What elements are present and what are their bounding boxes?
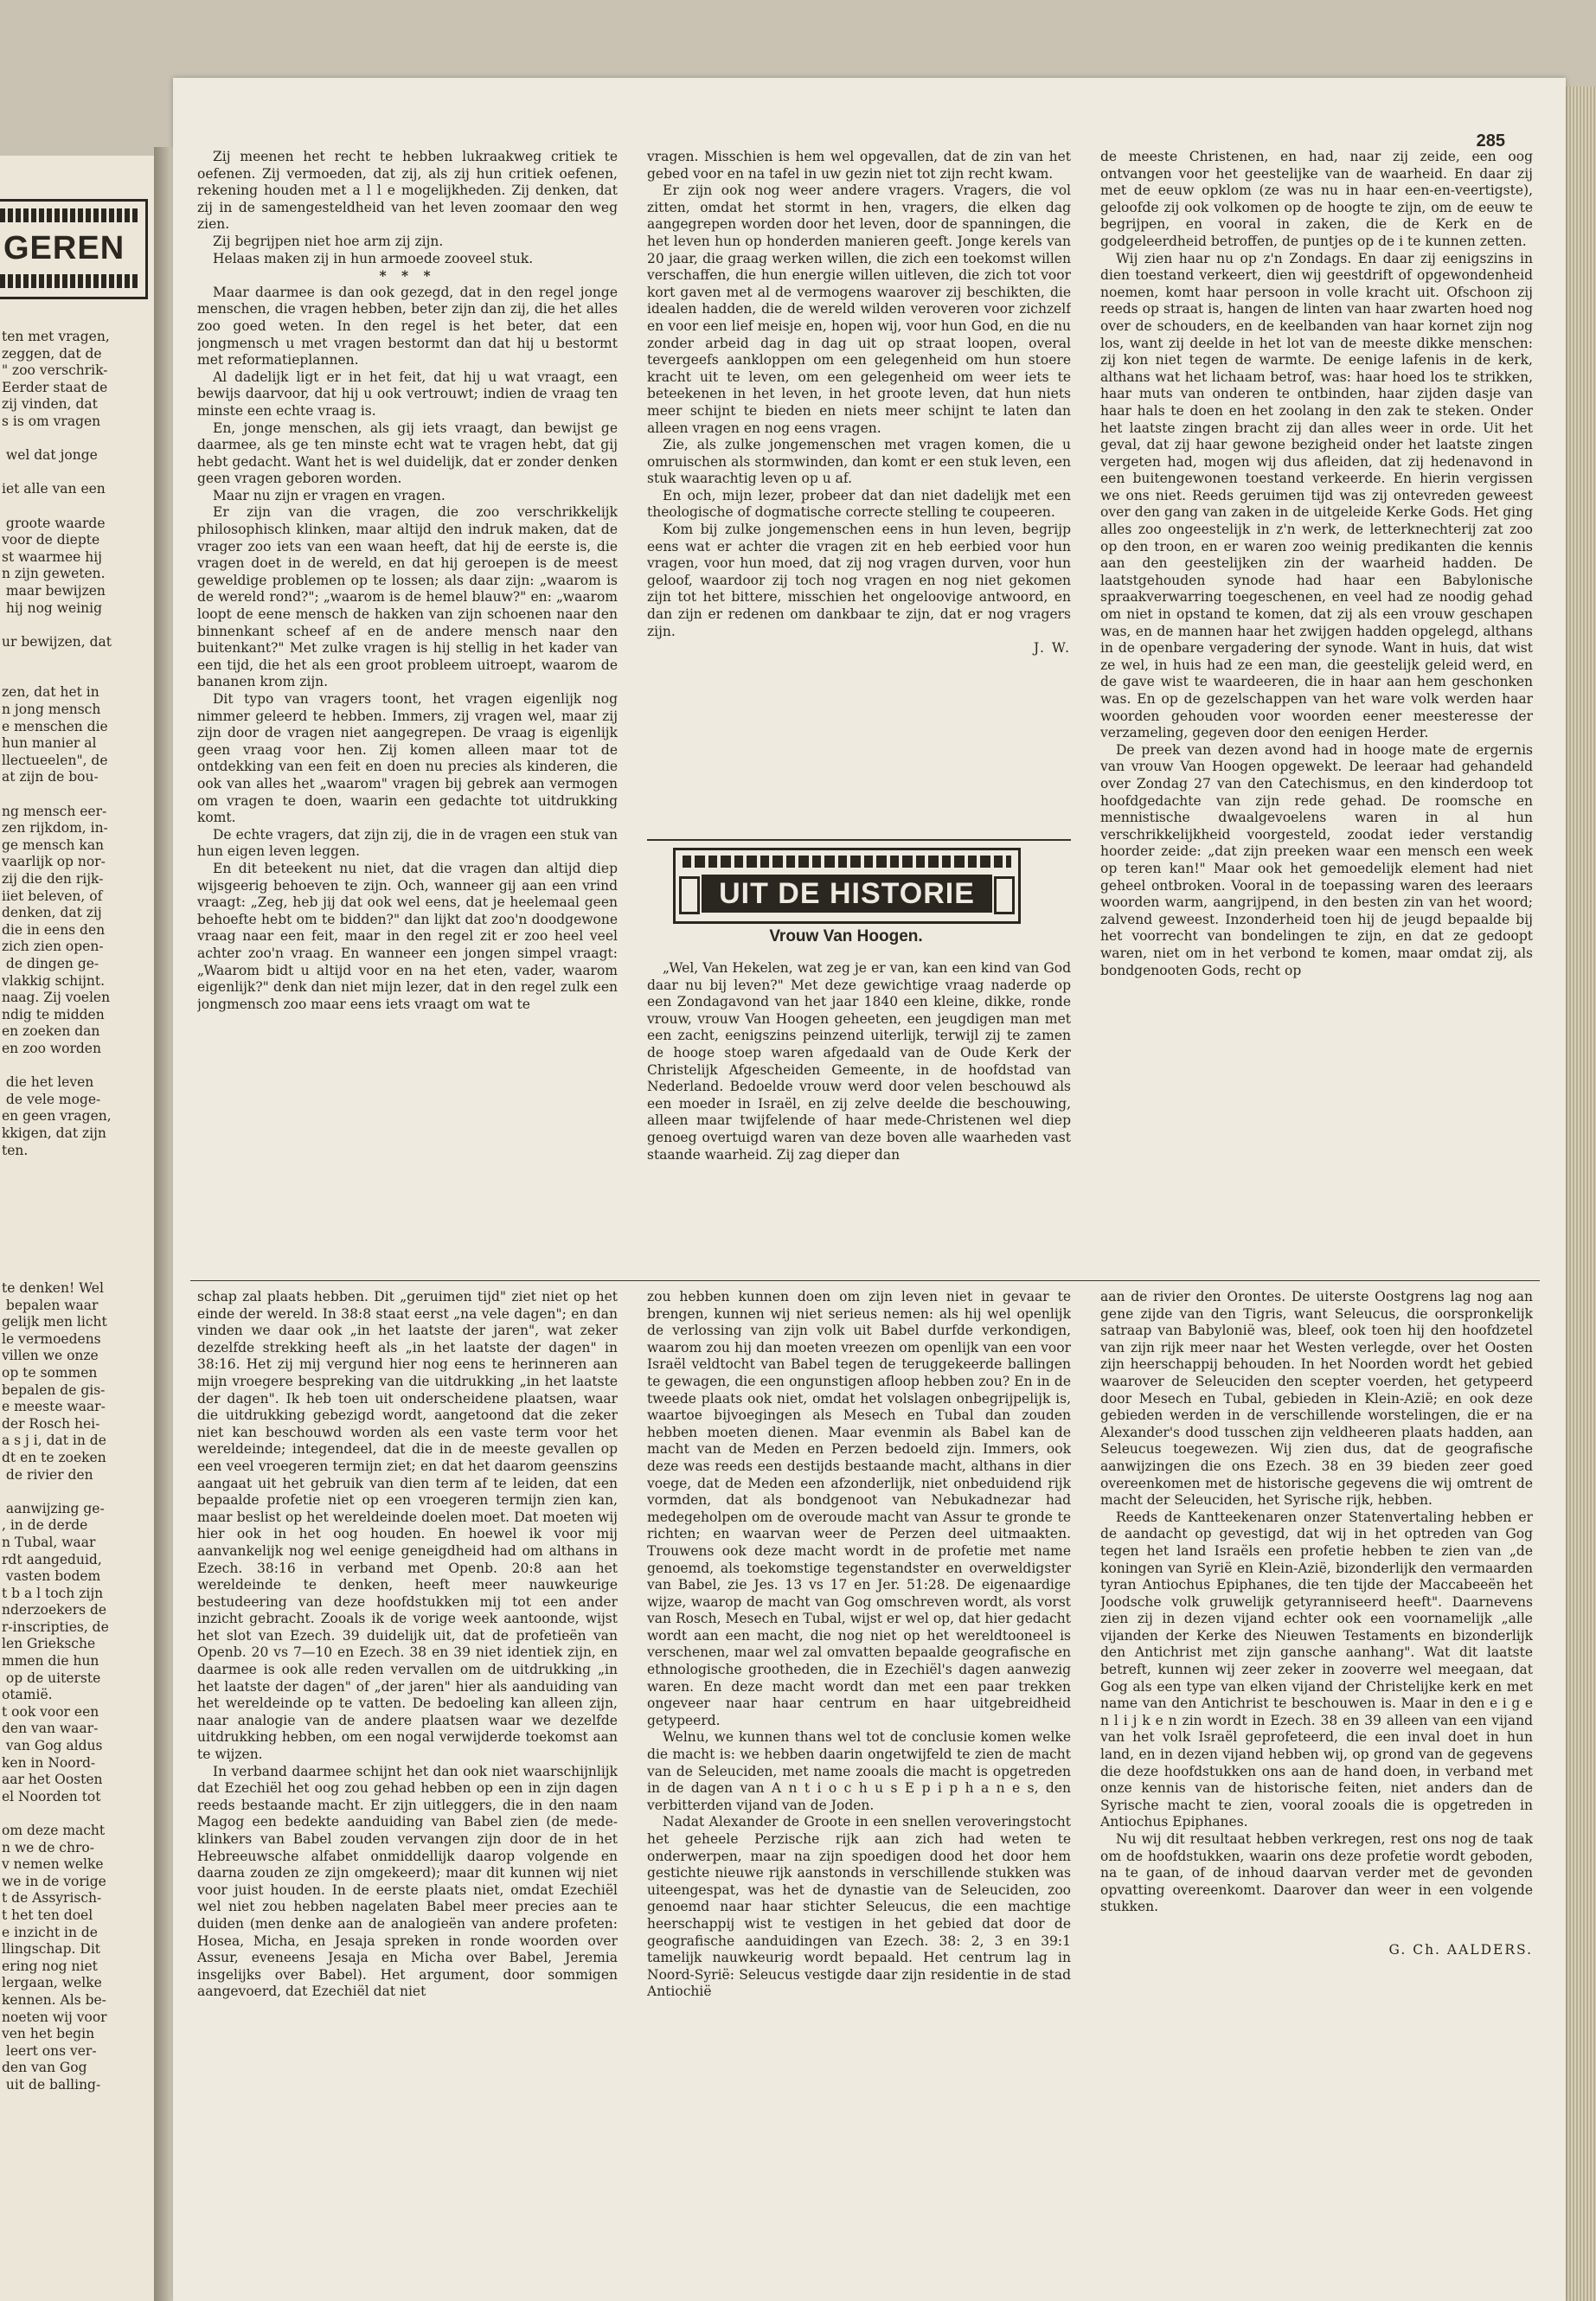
banner-decoration xyxy=(683,856,1011,868)
banner-title: UIT DE HISTORIE xyxy=(702,875,992,913)
section-banner xyxy=(673,848,1019,952)
paragraph: Maar daarmee is dan ook gezegd, dat in den regel jonge menschen, die vragen hebben, beter zijn dan zij, die het alles zoo goed weten. In den regel is het beter, dat een jongmensch u met vragen bestormt dan dat hij u bestormt met reformatieplannen. xyxy=(197,284,618,369)
header-decoration xyxy=(0,274,138,288)
paragraph: Nu wij dit resultaat hebben verkregen, rest ons nog de taak om de hoofdstukken, waarin ons deze profetie wordt geboden, na te gaan, of de inhoud daarvan verder met de gevonden opvatting overeenkomt. Daarover dan weer in een volgende stukken. xyxy=(1100,1831,1533,1915)
left-page-header-word: GEREN xyxy=(3,230,125,266)
paragraph: En, jonge menschen, als gij iets vraagt, dan bewijst ge daarmee, als ge ten minste echt wat te vragen hebt, dat gij hebt gedacht. Want het is wel duidelijk, dat er zonder denken geen vragen geboren worden. xyxy=(197,420,618,487)
paragraph: Zij meenen het recht te hebben lukraakweg critiek te oefenen. Zij vermoeden, dat zij, als zij hun critiek oefenen, rekening houden met a l l e mogelijkheden. Zij denken, dat zij in de samengesteldheid van het leven zoomaar den weg zien. xyxy=(197,149,618,233)
paragraph: En och, mijn lezer, probeer dat dan niet dadelijk met een theologische of dogmatische correcte stelling te coupeeren. xyxy=(647,487,1071,521)
paragraph: Nadat Alexander de Groote in een snellen veroveringstocht het geheele Perzische rijk aan zich had weten te onderwerpen, maar na zijn spoedigen dood het door hem gestichte nieuwe rijk aanstonds in verschillende stukken was uiteengespat, was het de dynastie van de Seleuciden, zoo genoemd naar haar stichter Seleucus, die een machtige heerschappij wist te vestigen in het gebied dat door de geografische aanduidingen van Ezech. 38: 2, 3 en 39:1 tamelijk nauwkeurig wordt bepaald. Het centrum lag in Noord-Syrië: Seleucus vestigde daar zijn residentie in de stad Antiochië xyxy=(647,1814,1071,2000)
paragraph: Zie, als zulke jongemenschen met vragen komen, die u omruischen als stormwinden, dan komt er een stuk leven, een stuk waarachtig leven op u af. xyxy=(647,437,1071,487)
article-subtitle: Vrouw Van Hoogen. xyxy=(769,927,923,945)
bottom-column-1 xyxy=(197,1289,618,2262)
paragraph: Kom bij zulke jongemenschen eens in hun leven, begrijp eens wat er achter die vragen zit en heb eerbied voor hun vragen, voor hun moed, dat zij nog vragen durven, voor hun geloof, waardoor zij toch nog vragen en nog niet gekomen zijn tot het bittere, misschien het ongeloovige antwoord, en dan zijn er redenen om dankbaar te zijn, dat er nog vragers zijn. xyxy=(647,522,1071,639)
banner-ornament xyxy=(679,876,700,914)
book-spine xyxy=(154,147,175,2301)
top-column-1 xyxy=(197,149,618,1269)
top-column-2 xyxy=(647,149,1071,832)
paragraph: Reeds de Kantteekenaren onzer Statenvertaling hebben er de aandacht op gevestigd, dat wij in het optreden van Gog tegen het land Israëls een profetie hebben te zien van „de koningen van Syrië en Klein-Azië, bizonderlijk den vermaarden tyran Antiochus Epiphanes, die ten tijde der Maccabeeën het Joodsche volk gruwelijk getyranniseerd heeft". Daarnevens zien zij in dezen vijand echter ook een voornamelijk „alle vijanden der Kerke des Nieuwen Testaments en bizonderlijk den Antichrist met zijn gansche aanhang". Wat dit laatste betreft, kunnen wij zeer zeker in zooverre wel meegaan, dat Gog als een type van elken vijand der Christelijke kerk en met name van den Antichrist te beschouwen is. Maar in den e i g e n l i j k e n zin wordt in Ezech. 38 en 39 alleen van een vijand van het volk Israël geprofeteerd, die een inval doet in hun land, en in dezen vijand hebben wij, op grond van de gegevens die deze hoofdstukken ons aan de hand doen, in verband met onze kennis van de historische feiten, niet anders dan de Syrische macht te zien, vooral zooals die is opgetreden in Antiochus Epiphanes. xyxy=(1100,1509,1533,1830)
horizontal-divider xyxy=(190,1280,1540,1281)
paragraph: In verband daarmee schijnt het dan ook niet waarschijnlijk dat Ezechiël het oog zou gehad hebben op een in zijn dagen reeds bestaande macht. Er zijn uitleggers, die in den naam Magog een bedekte aanduiding van Babel zien (de mede-klinkers van Babel zouden vervangen zijn door de in het Hebreeuwsche alfabet onmiddellijk daarop volgende en daarna zouden ze zijn omgekeerd); maar dit kunnen wij niet voor juist houden. In de eerste plaats niet, omdat Ezechiël wel niet zou hebben nagelaten Babel meer precies aan te duiden (men denke aan de analogieën van andere profeten: Hosea, Micha, en Jesaja spreken in ronde woorden over Assur, eveneens Jesaja en Micha over Babel, Jeremia insgelijks over Babel). Het argument, door sommigen aangevoerd, dat Ezechiël dat niet xyxy=(197,1763,618,2000)
paragraph: Er zijn ook nog weer andere vragers. Vragers, die vol zitten, omdat het stormt in hen, vragers, die elken dag aangegrepen worden door het leven, door de spanningen, die het leven hun op honderden manieren geeft. Jonge kerels van 20 jaar, die graag werken willen, die zich een toekomst willen verschaffen, die hun energie willen uitleven, die zich tot voor kort gaven met al de vermogens waarover zij beschikten, die idealen hadden, die de wereld wilden veroveren voor zichzelf en voor een lief meisje en, hopen wij, voor hun God, en die nu zonder arbeid dag in dag uit op straat loopen, overal tevergeefs aankloppen om een gelegenheid om hun stoere kracht uit te leven, om een gelegenheid om weer iets te beteekenen in het leven, in het groote leven, dat hun niets meer schijnt te bieden en niets meer schijnt te laten dan alleen vragen en nog eens vragen. xyxy=(647,183,1071,436)
header-decoration xyxy=(0,208,138,222)
paragraph: De preek van dezen avond had in hooge mate de ergernis van vrouw Van Hoogen opgewekt. De leeraar had gehandeld over Zondag 27 van den Catechismus, en den kinderdoop tot hoofdgedachte van zijn rede gehad. De roomsche en mennistische dwaalgevoelens waren in al hun verschrikkelijkheid voorgesteld, zoodat ieder verstandig hoorder zeide: „dat zijn preeken waar een mensch een week op teren kan!" Maar ook het gemoedelijk element had niet geheel ontbroken. Vooral in de toepassing waren des leeraars woorden warm, aangrijpend, in den besten zin van het woord; zalvend geweest. Inzonderheid toen hij de jeugd bepaalde bij het voorrecht van bondelingen te zijn, en dat ze gedoopt waren, niet om in het verbond te komen, maar omdat zij, als bondgenooten Gods, recht op xyxy=(1100,741,1533,978)
paragraph: aan de rivier den Orontes. De uiterste Oostgrens lag nog aan gene zijde van den Tigris, want Seleucus, die oorspronkelijk satraap van Babylonië was, bleef, ook toen hij den hoofdzetel van zijn rijk meer naar het Westen verlegde, over het Oosten zijn heerschappij behouden. In het Noorden wordt het gebied waarover de Seleuciden den scepter voerden, het getypeerd door Mesech en Tubal, gebieden in Klein-Azië; en ook deze gebieden werden in de verschillende worstelingen, die er na Alexander's dood tusschen zijn veldheeren plaats hadden, aan Seleucus toegewezen. Wij zien dus, dat de geografische aanwijzingen die ons Ezech. 38 en 39 bieden zeer goed overeenkomen met de historische gegevens die wij omtrent de macht der Seleuciden, het Syrische rijk, hebben. xyxy=(1100,1289,1533,1509)
paragraph: schap zal plaats hebben. Dit „geruimen tijd" ziet niet op het einde der wereld. In 38:8 staat eerst „na vele dagen"; en dan vinden we daar ook „in het laatste der jaren", wat zeker dezelfde strekking heeft als „in het laatste der dagen" in 38:16. Het zij mij vergund hier nog eens te herinneren aan mijn vroegere bespreking van die uitdrukking „in het laatste der dagen". Ik heb toen uit onderscheidene plaatsen, waar die uitdrukking gebezigd wordt, aangetoond dat die zeker niet kan beschouwd worden als een vaste term voor het wereldeinde; integendeel, dat die in de meeste gevallen op een veel vroegeren termijn ziet; en dat het daarom geenszins aangaat uit het gebruik van dien term af te leiden, dat een bepaalde profetie niet op een vroegeren termijn zien kan, maar beslist op het wereldeinde doelen moet. Dat moeten wij hier ook in het oog houden. En hoewel ik voor mij aanvankelijk nog wel eenige geneigdheid had om althans in Ezech. 38:16 in verband met Openb. 20:8 aan het wereldeinde te denken, heeft meer nauwkeurige bestudeering van deze hoofdstukken mij tot een ander inzicht gebracht. Zooals ik de vorige week aantoonde, wijst het slot van Ezech. 39 duidelijk uit, dat de profetieën van Openb. 20 vs 7—10 en Ezech. 38 en 39 niet identiek zijn, en daarmee is ook alle reden vervallen om de uitdrukking „in het laatste der dagen" of „der jaren" hier als aanduiding van het wereldeinde op te vatten. De bedoeling kan alleen zijn, naar analogie van de andere plaatsen waar we dezelfde uitdrukking hebben, om een nogal verwijderde toekomst aan te wijzen. xyxy=(197,1289,618,1763)
page-edge xyxy=(1566,87,1596,2301)
bottom-column-3 xyxy=(1100,1289,1533,2262)
right-page xyxy=(173,78,1566,2301)
paragraph: Al dadelijk ligt er in het feit, dat hij u wat vraagt, een bewijs daarvoor, dat hij u ook vertrouwt; indien de vraag ten minste een echte vraag is. xyxy=(197,369,618,419)
left-page-text-top: ten met vragen, zeggen, dat de " zoo verschrik- Eerder staat de zij vinden, dat s is om vragen wel dat jonge iet alle van een groote waarde voor de diepte st waarmee hij n zijn geweten. maar bewijzen hij nog weinig ur bewijzen, dat zen, dat het in n jong mensch e menschen die hun manier al llectueelen", de at zijn de bou- ng mensch eer- zen rijkdom, in- ge mensch kan vaarlijk op nor- zij die den rijk- iiet beleven, of denken, dat zij die in eens den zich zien open- de dingen ge- vlakkig schijnt. naag. Zij voelen ndig te midden en zoeken dan en zoo worden die het leven de vele moge- en geen vragen, kkigen, dat zijn ten. xyxy=(2,329,112,1158)
paragraph: Wij zien haar nu op z'n Zondags. En daar zij eenigszins in dien toestand verkeert, dien wij geestdrift of opgewondenheid noemen, komt haar persoon in volle kracht uit. Ofschoon zij reeds op straat is, hangen de linten van haar zwarten hoed nog over de schouders, en de keelbanden van haar kornet zijn nog los, want zij deelde in het lot van de meeste dikke menschen: zij kon niet tegen de warmte. De eenige lafenis in de kerk, althans wat het lichaam betrof, was: haar hoed los te strikken, haar muts van onderen te ontbinden, haar zijden dasje van haar hals te doen en het zoolang in den zak te steken. Onder het laatste zingen bracht zij dan alles weer in orde. Uit het geval, dat zij haar gewone bezigheid onder het laatste zingen vergeten had, mogen wij dus afleiden, dat zij hedenavond in een buitengewonen toestand verkeerde. En hierin vergissen we ons niet. Reeds geruimen tijd was zij ontevreden geweest over den gang van zaken in de uitgeleide Kerke Gods. Het ging alles zoo ongeestelijk in z'n werk, de letterknechterij zat zoo op den troon, en er waren zoo weinig predikanten die kennis aan den geestelijken zin der waarheid hadden. De laatstgehouden synode had haar een Babylonische spraakverwarring toegeschenen, en veel had ze noodig gehad om niet in opstand te komen, dat zij als een vrouw geschapen was, en de mannen haar het zwijgen hadden opgelegd, althans in de openbare vergadering der synode. Want in huis, dat wist ze wel, in huis had ze een man, die geestelijk geleid werd, en de gave wist te waardeeren, die in haar aan hem geschonken was. En op de gezelschappen van het ware volk werden haar woorden gehouden voor woorden eener meesteresse der verzameling, gegeven door den eenigen Herder. xyxy=(1100,250,1533,741)
section-divider-stars: * * * xyxy=(379,267,436,285)
paragraph: vragen. Misschien is hem wel opgevallen, dat de zin van het gebed voor en na tafel in uw gezin niet tot zijn recht kwam. xyxy=(647,149,1071,182)
page-number: 285 xyxy=(1476,131,1505,151)
paragraph: Maar nu zijn er vragen en vragen. xyxy=(213,487,445,503)
left-page-section-header xyxy=(0,199,148,299)
left-page-text-bottom: te denken! Wel bepalen waar gelijk men licht le vermoedens villen we onze op te sommen bepalen de gis- e meeste waar- der Rosch hei- a s j i, dat in de dt en te zoeken de rivier den aanwijzing ge- , in de derde n Tubal, waar rdt aangeduid, vasten bodem t b a l toch zijn nderzoekers de r-inscripties, de len Grieksche mmen die hun op de uiterste otamië. t ook voor een den van waar- van Gog aldus ken in Noord- aar het Oosten el Noorden tot om deze macht n we de chro- v nemen welke we in de vorige t de Assyrisch- t het ten doel e inzicht in de llingschap. Dit ering nog niet lergaan, welke kennen. Als be- noeten wij voor ven het begin leert ons ver- den van Gog uit de balling- xyxy=(2,1280,109,2093)
paragraph: Dit typo van vragers toont, het vragen eigenlijk nog nimmer geleerd te hebben. Immers, zij vragen wel, maar zij zijn door de vragen niet aangegrepen. De vraag is eigenlijk geen vraag voor hen. Zij komen alleen maar tot de ontdekking van een feit en doen nu precies als kinderen, die ook van alles het „waarom" vragen bij gebrek aan vermogen om vragen te doen, waarin een gedachte tot uitdrukking komt. xyxy=(197,691,618,826)
paragraph: Zij begrijpen niet hoe arm zij zijn. xyxy=(213,233,444,249)
paragraph: De echte vragers, dat zijn zij, die in de vragen een stuk van hun eigen leven leggen. xyxy=(197,826,618,860)
paragraph: de meeste Christenen, en had, naar zij zeide, een oog ontvangen voor het geestelijke van de waarheid. En daar zij met de eeuw opklom (ze was nu in haar een-en-veertigste), geloofde zij ook volkomen op de hoogte te zijn, om de eeuw te begrijpen, en vooral in zaken, die de Kerk en de godgeleerdheid betroffen, de puntjes op de i te kunnen zetten. xyxy=(1100,149,1533,249)
paragraph: Er zijn van die vragen, die zoo verschrikkelijk philosophisch klinken, maar altijd den indruk maken, dat de vrager zoo iets van een waan heeft, dat hij de eerste is, die vragen doet in de wereld, en dat hij geroepen is de meest geweldige problemen op te lossen; als daar zijn: „waarom is de wereld rond?"; „waarom is de hemel blauw?" en: „waarom loopt de eene mensch de hakken van zijn schoenen naar den binnenkant scheef af en de andere mensch naar den buitenkant?" Met zulke vragen is hij stellig in het kader van een tijd, die het als een groot probleem uitroept, waarom de bananen krom zijn. xyxy=(197,504,618,690)
paragraph: En dit beteekent nu niet, dat die vragen dan altijd diep wijsgeerig behoeven te zijn. Och, wanneer gij aan een vrind vraagt: „Zeg, heb jij dat ook wel eens, dat je heelemaal geen behoefte hebt om te bidden?" dan lijkt dat zoo'n doodgewone vraag naar een feit, maar in den regel zit er zoo heel veel achter zoo'n vraag. En wanneer een jongen simpel vraagt: „Waarom bidt u altijd voor en na het eten, vader, waarom eigenlijk?" denk dan niet mijn lezer, dat in den regel zulk een jongmensch zoo maar eens iets vraagt om wat te xyxy=(197,860,618,1012)
bottom-column-2 xyxy=(647,1289,1071,2262)
banner-frame xyxy=(673,848,1021,924)
author-signature: J. W. xyxy=(1033,640,1071,657)
paragraph: Welnu, we kunnen thans wel tot de conclusie komen welke die macht is: we hebben daarin ongetwijfeld te zien de macht van de Seleuciden, met name zooals die macht is opgetreden in de dagen van A n t i o c h u s E p i p h a n e s, den verbitterden vijand van de Joden. xyxy=(647,1729,1071,1813)
paragraph: „Wel, Van Hekelen, wat zeg je er van, kan een kind van God daar nu bij leven?" Met deze gewichtige vraag naderde op een Zondagavond van het jaar 1840 een kleine, dikke, ronde vrouw, vrouw Van Hoogen geheeten, een jeugdigen man met een zacht, eenigszins peinzend uiterlijk, terwijl zij te zamen de hooge stoep waren afgedaald van de Oude Kerk der Christelijk Afgescheiden Gemeente, in de hoofdstad van Nederland. Bedoelde vrouw werd door velen beschouwd als een moeder in Israël, en zij zelve deelde die beschouwing, alleen maar twijfelende of haar mede-Christenen wel diep genoeg overtuigd waren van deze boven alle waarheden vast staande waarheid. Zij zag dieper dan xyxy=(647,960,1071,1163)
paragraph: Helaas maken zij in hun armoede zooveel stuk. xyxy=(213,250,534,266)
banner-ornament xyxy=(994,876,1015,914)
paragraph: zou hebben kunnen doen om zijn leven niet in gevaar te brengen, kunnen wij niet serieus nemen: als hij wel openlijk de verlossing van zijn volk uit Babel durfde verkondigen, waarom zou hij dan moeten vreezen om openlijk van een voor Israël veldtocht van Babel tegen de teruggekeerde ballingen te gewagen, die een ongunstigen afloop hebben zou? En in de tweede plaats ook niet, omdat het volslagen onbegrijpelijk is, waartoe bijvoegingen als Mesech en Tubal dan zouden hebben moeten dienen. Maar evenmin als Babel kan de macht van de Meden en Perzen bedoeld zijn. Immers, ook deze was reeds een destijds bestaande macht, althans in dier voege, dat de Meden een afzonderlijk, niet onbeduidend rijk vormden, dat als bondgenoot van Nebukadnezar had medegeholpen om de overoude macht van Assur te gronde te richten; en waarvan weer de Perzen deel uitmaakten. Trouwens ook deze macht wordt in de profetie met name genoemd, als toekomstige tegenstandster en overweldigster van Babel, zie Jes. 13 vs 17 en Jer. 51:28. De eigenaardige wijze, waarop de macht van Gog omschreven wordt, als vorst van Rosch, Mesech en Tubal, wijst er wel op, dat hier gedacht wordt aan een macht, die nog niet op het wereldtooneel is verschenen, maar wel zal omvatten bepaalde geografische en ethnologische grootheden, die in Ezechiël's dagen aanwezig waren. En deze macht wordt dan met een paar trekken ongeveer naar haar centrum en haar uitgebreidheid getypeerd. xyxy=(647,1289,1071,1728)
top-column-2-lower xyxy=(647,960,1071,1269)
author-signature: G. Ch. AALDERS. xyxy=(1388,1941,1533,1958)
left-page-fragment xyxy=(0,156,154,2301)
column-rule xyxy=(647,839,1071,841)
top-column-3 xyxy=(1100,149,1533,1269)
